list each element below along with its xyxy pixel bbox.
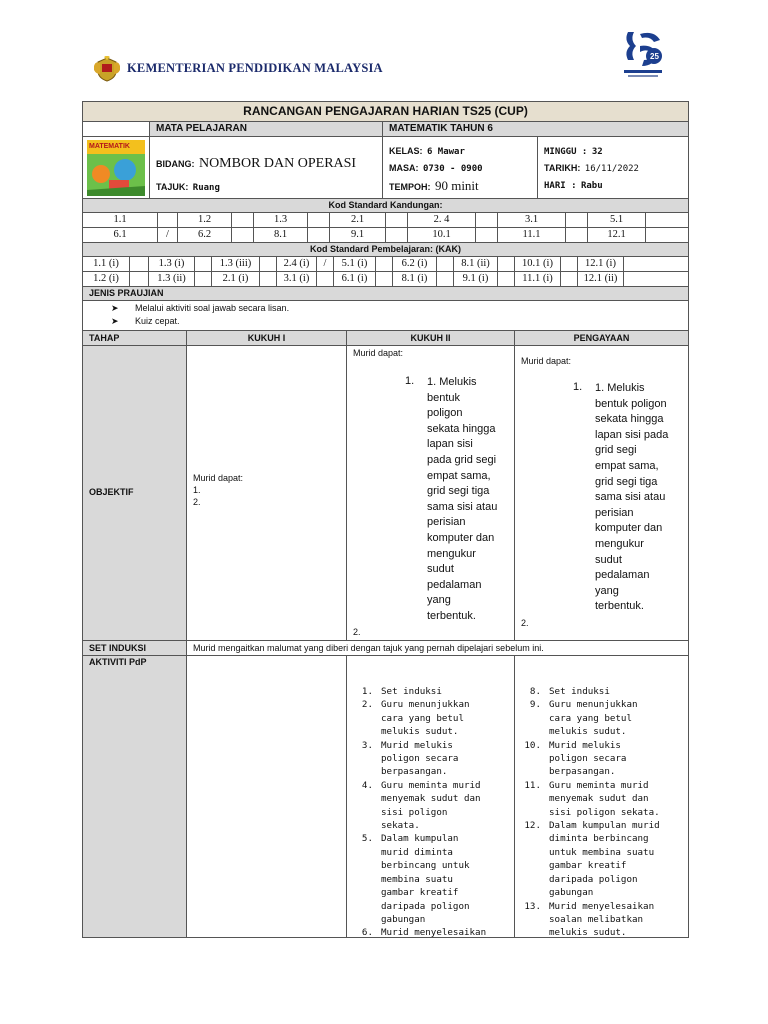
objective-text-line: bentuk bbox=[427, 391, 461, 404]
activity-number: 11. bbox=[524, 779, 541, 791]
learning-standard-cell: 6.1 (i) bbox=[333, 272, 375, 286]
pengayaan-item-number: 1. bbox=[573, 381, 583, 393]
tahap-heading: TAHAP bbox=[89, 333, 120, 343]
activity-text-line: melukis sudut. bbox=[549, 726, 627, 738]
pretest-list bbox=[83, 301, 688, 331]
activity-item bbox=[521, 739, 660, 779]
learning-standard-cell: / bbox=[316, 257, 333, 271]
learning-standard-cell bbox=[129, 272, 148, 286]
learning-standard-cell: 2.1 (i) bbox=[211, 272, 259, 286]
learning-standard-cell: 8.1 (i) bbox=[392, 272, 436, 286]
kukuh2-activity-list bbox=[353, 685, 486, 937]
kelas-label: KELAS: bbox=[389, 146, 423, 156]
lesson-plan-sheet bbox=[82, 101, 689, 938]
activity-text-line: diminta berbincang bbox=[549, 833, 649, 845]
content-standard-cell bbox=[565, 228, 587, 242]
textbook-caption: MATEMATIK bbox=[89, 143, 130, 150]
objective-text-line: poligon bbox=[427, 407, 463, 420]
activity-text-line: sekata. bbox=[381, 820, 420, 832]
pengayaan-item-2: 2. bbox=[521, 618, 529, 628]
kukuh2-heading: KUKUH II bbox=[346, 331, 514, 345]
ministry-name: KEMENTERIAN PENDIDIKAN MALAYSIA bbox=[127, 61, 383, 75]
activity-text-line: Set induksi bbox=[549, 686, 610, 697]
minggu-value: 32 bbox=[591, 147, 603, 157]
content-standard-cell: / bbox=[157, 228, 177, 242]
activity-number: 13. bbox=[524, 900, 541, 912]
kukuh1-item: 1. bbox=[193, 485, 201, 495]
activity-text-line: menyemak sudut dan bbox=[549, 793, 649, 805]
learning-standard-cell bbox=[375, 257, 392, 271]
kukuh2-objective-text bbox=[427, 375, 497, 625]
learning-standard-cell: 1.3 (iii) bbox=[211, 257, 259, 271]
content-standard-cell: 1.2 bbox=[177, 213, 231, 227]
activity-text-line: cara yang betul bbox=[381, 712, 464, 724]
activity-number: 9. bbox=[529, 699, 541, 711]
kelas-value: 6 Mawar bbox=[426, 147, 465, 157]
activity-number: 1. bbox=[361, 686, 373, 697]
objective-text-line: lapan sisi bbox=[427, 438, 473, 451]
induction-label: SET INDUKSI bbox=[83, 641, 186, 655]
induction-text: Murid mengaitkan malumat yang diberi dengan tajuk yang pernah dipelajari sebelum ini. bbox=[186, 641, 688, 655]
hari-label: HARI : bbox=[544, 181, 577, 191]
pretest-item: ➤ Kuiz cepat. bbox=[111, 316, 180, 326]
activity-text-line: gabungan bbox=[381, 913, 426, 925]
activity-item bbox=[353, 739, 486, 779]
tajuk-value: Ruang bbox=[192, 183, 220, 193]
content-standard-cell bbox=[231, 213, 253, 227]
tarikh-value: 16/11/2022 bbox=[584, 164, 639, 174]
learning-standard-cell bbox=[497, 272, 514, 286]
objective-text-line: empat sama, bbox=[595, 459, 659, 472]
learning-standard-row bbox=[83, 257, 688, 272]
activity-text-line: cara yang betul bbox=[549, 712, 632, 724]
learning-standard-cell: 10.1 (i) bbox=[514, 257, 560, 271]
activity-text-line: Guru menunjukkan bbox=[381, 699, 470, 711]
subject-heading: MATA PELAJARAN bbox=[149, 122, 382, 136]
objective-text-line: sekata hingga bbox=[427, 422, 496, 435]
activity-text-line: melukis sudut. bbox=[381, 726, 459, 738]
learning-standard-cell bbox=[436, 257, 453, 271]
learning-standard-cell: 1.2 (i) bbox=[93, 273, 119, 284]
content-standard-cell: 10.1 bbox=[407, 228, 475, 242]
pretest-item: ➤ Melalui aktiviti soal jawab secara lisan. bbox=[111, 303, 290, 313]
objective-text-line: terbentuk. bbox=[595, 600, 644, 613]
activities-label: AKTIVITI PdP bbox=[89, 657, 147, 667]
tajuk-label: TAJUK: bbox=[156, 182, 189, 192]
learning-standard-cell: 9.1 (i) bbox=[453, 272, 497, 286]
kukuh2-item-2: 2. bbox=[353, 627, 361, 637]
lesson-plan-title-row bbox=[83, 102, 688, 122]
masa-label: MASA: bbox=[389, 163, 419, 173]
kukuh2-item-number: 1. bbox=[405, 375, 415, 387]
objective-text-line: pedalaman bbox=[595, 569, 650, 582]
content-standard-cell bbox=[385, 228, 407, 242]
objective-text-line: bentuk poligon bbox=[595, 397, 667, 410]
objective-text-line: 1. Melukis bbox=[595, 382, 645, 394]
levels-heading-row bbox=[83, 331, 688, 346]
activity-text-line: daripada poligon bbox=[381, 900, 470, 912]
pengayaan-activity-list bbox=[521, 685, 660, 937]
pengayaan-heading: PENGAYAAN bbox=[514, 331, 688, 345]
content-standard-cell: 11.1 bbox=[497, 228, 565, 242]
content-standard-row bbox=[83, 213, 688, 228]
induction-row bbox=[83, 641, 688, 656]
content-standard-cell bbox=[565, 213, 587, 227]
pengayaan-intro: Murid dapat: bbox=[521, 356, 572, 366]
objective-text-line: sudut bbox=[595, 553, 622, 566]
activity-text-line: gambar kreatif bbox=[381, 887, 459, 899]
objective-text-line: perisian bbox=[595, 506, 634, 519]
learning-standard-cell bbox=[375, 272, 392, 286]
activity-item bbox=[521, 698, 660, 738]
activity-text-line: murid diminta bbox=[381, 846, 453, 858]
objective-text-line: pada grid segi bbox=[427, 453, 497, 466]
learning-standard-cell bbox=[623, 272, 671, 286]
objective-text-line: lapan sisi pada bbox=[595, 428, 669, 441]
lesson-plan-title: RANCANGAN PENGAJARAN HARIAN TS25 (CUP) bbox=[243, 104, 528, 118]
activity-item bbox=[521, 685, 660, 698]
objective-text-line: sudut bbox=[427, 563, 454, 576]
objective-text-line: terbentuk. bbox=[427, 609, 476, 622]
activity-item bbox=[521, 900, 660, 938]
activity-text-line: Guru meminta murid bbox=[549, 779, 649, 791]
subject-value: MATEMATIK TAHUN 6 bbox=[382, 122, 688, 136]
activity-item bbox=[353, 698, 486, 738]
activity-text-line: Guru meminta murid bbox=[381, 779, 481, 791]
objective-text-line: sama sisi atau bbox=[595, 491, 666, 504]
content-standard-cell: 2. 4 bbox=[407, 213, 475, 227]
activity-item bbox=[353, 926, 486, 937]
learning-standard-cell bbox=[560, 257, 577, 271]
learning-standard-cell: 1.1 (i) bbox=[93, 258, 119, 269]
objective-text-line: pedalaman bbox=[427, 578, 482, 591]
content-standard-cell bbox=[157, 213, 177, 227]
activity-item bbox=[353, 832, 486, 926]
textbook-cover bbox=[83, 137, 149, 198]
objective-text-line: sama sisi atau bbox=[427, 500, 498, 513]
activity-number: 6. bbox=[361, 927, 373, 937]
tempoh-label: TEMPOH: bbox=[389, 182, 431, 192]
learning-standard-cell: 12.1 (i) bbox=[577, 257, 623, 271]
activity-text-line: Guru menunjukkan bbox=[549, 699, 638, 711]
objective-text-line: empat sama, bbox=[427, 469, 491, 482]
learning-standard-cell: 12.1 (ii) bbox=[577, 272, 623, 286]
learning-standard-cell: 6.2 (i) bbox=[392, 257, 436, 271]
activity-number: 8. bbox=[529, 686, 541, 697]
content-standard-cell: 9.1 bbox=[329, 228, 385, 242]
activity-item bbox=[521, 779, 660, 819]
content-standard-cell bbox=[385, 213, 407, 227]
objective-text-line: yang bbox=[427, 594, 451, 607]
tempoh-value: 90 minit bbox=[434, 178, 479, 193]
activity-text-line: daripada poligon bbox=[549, 873, 638, 885]
learning-standard-cell bbox=[129, 257, 148, 271]
activity-text-line: melukis sudut. bbox=[549, 927, 627, 937]
objective-text-line: grid segi tiga bbox=[595, 475, 658, 488]
activity-text-line: Murid menyelesaikan bbox=[549, 900, 655, 912]
learning-standard-cell: 1.3 (i) bbox=[148, 257, 194, 271]
objective-text-line: grid segi tiga bbox=[427, 485, 490, 498]
hari-value: Rabu bbox=[580, 181, 603, 191]
activity-number: 2. bbox=[361, 699, 373, 711]
content-standard-cell bbox=[307, 228, 329, 242]
activity-text-line: Murid melukis bbox=[549, 739, 621, 751]
activity-number: 5. bbox=[361, 833, 373, 845]
kukuh1-item: 2. bbox=[193, 497, 201, 507]
svg-text:25: 25 bbox=[650, 52, 659, 61]
objective-text-line: perisian bbox=[427, 516, 466, 529]
activity-text-line: untuk membina suatu bbox=[549, 846, 655, 858]
kukuh1-heading: KUKUH I bbox=[186, 331, 346, 345]
lesson-info-row bbox=[83, 137, 688, 199]
kukuh1-activities bbox=[186, 656, 346, 937]
activity-text-line: poligon secara bbox=[381, 753, 459, 765]
learning-standard-cell: 3.1 (i) bbox=[276, 272, 316, 286]
objective-text-line: sekata hingga bbox=[595, 413, 664, 426]
pretest-heading: JENIS PRAUJIAN bbox=[89, 288, 164, 298]
objective-text-line: grid segi bbox=[595, 444, 637, 457]
activity-number: 3. bbox=[361, 739, 373, 751]
activity-text-line: berbincang untuk bbox=[381, 860, 470, 872]
activity-number: 10. bbox=[524, 739, 541, 751]
content-standard-cell: 8.1 bbox=[253, 228, 307, 242]
arrow-bullet-icon: ➤ bbox=[111, 316, 119, 326]
learning-standard-cell bbox=[316, 272, 333, 286]
content-standard-row bbox=[83, 228, 688, 243]
content-standard-heading: Kod Standard Kandungan: bbox=[328, 200, 443, 210]
content-standard-heading-row bbox=[83, 199, 688, 213]
learning-standard-cell bbox=[623, 257, 671, 271]
activities-row bbox=[83, 656, 688, 937]
content-standard-cell bbox=[231, 228, 253, 242]
content-standard-cell bbox=[475, 228, 497, 242]
bidang-label: BIDANG: bbox=[156, 159, 195, 169]
activity-text-line: Murid menyelesaikan bbox=[381, 927, 487, 937]
content-standard-cell: 12.1 bbox=[587, 228, 645, 242]
content-standard-cell: 3.1 bbox=[497, 213, 565, 227]
subject-heading-row bbox=[83, 122, 688, 137]
arrow-bullet-icon: ➤ bbox=[111, 303, 119, 313]
learning-standard-cell bbox=[259, 257, 276, 271]
objective-text-line: yang bbox=[595, 584, 619, 597]
learning-standard-cell bbox=[194, 257, 211, 271]
learning-standard-cell bbox=[497, 257, 514, 271]
content-standard-cell: 1.3 bbox=[253, 213, 307, 227]
activity-item bbox=[353, 685, 486, 698]
pretest-heading-row bbox=[83, 287, 688, 301]
content-standard-cell: 1.1 bbox=[113, 214, 127, 225]
activity-text-line: poligon secara bbox=[549, 753, 627, 765]
learning-standard-heading: Kod Standard Pembelajaran: (KAK) bbox=[309, 244, 462, 254]
content-standard-cell: 6.2 bbox=[177, 228, 231, 242]
ts25-logo bbox=[620, 26, 666, 82]
content-standard-cell bbox=[645, 228, 688, 242]
kukuh1-intro: Murid dapat: bbox=[193, 473, 244, 483]
content-standard-cell: 6.1 bbox=[113, 229, 127, 240]
learning-standard-cell: 8.1 (ii) bbox=[453, 257, 497, 271]
learning-standard-cell bbox=[560, 272, 577, 286]
objective-text-line: mengukur bbox=[427, 547, 476, 560]
activity-text-line: membina suatu bbox=[381, 873, 453, 885]
activity-text-line: gambar kreatif bbox=[549, 860, 627, 872]
activity-text-line: menyemak sudut dan bbox=[381, 793, 481, 805]
content-standard-cell: 2.1 bbox=[329, 213, 385, 227]
activity-number: 4. bbox=[361, 779, 373, 791]
learning-standard-cell: 11.1 (i) bbox=[514, 272, 560, 286]
masa-value: 0730 - 0900 bbox=[422, 164, 483, 174]
activity-number: 12. bbox=[524, 820, 541, 832]
bidang-value: NOMBOR DAN OPERASI bbox=[198, 156, 357, 171]
learning-standard-heading-row bbox=[83, 243, 688, 257]
learning-standard-cell bbox=[194, 272, 211, 286]
learning-standard-cell bbox=[259, 272, 276, 286]
objective-row bbox=[83, 346, 688, 641]
learning-standard-row bbox=[83, 272, 688, 287]
activity-text-line: Murid melukis bbox=[381, 739, 453, 751]
activity-item bbox=[353, 779, 486, 833]
activity-text-line: soalan melibatkan bbox=[549, 913, 644, 925]
page-header bbox=[0, 0, 768, 100]
activity-text-line: berpasangan. bbox=[381, 766, 448, 778]
activity-text-line: Set induksi bbox=[381, 686, 442, 697]
activity-text-line: Dalam kumpulan murid bbox=[549, 820, 660, 832]
learning-standard-cell: 5.1 (i) bbox=[333, 257, 375, 271]
activity-text-line: berpasangan. bbox=[549, 766, 616, 778]
content-standard-cell bbox=[307, 213, 329, 227]
tarikh-label: TARIKH: bbox=[544, 163, 581, 173]
learning-standard-cell bbox=[436, 272, 453, 286]
malaysia-coat-of-arms-icon bbox=[92, 56, 122, 82]
activity-text-line: Dalam kumpulan bbox=[381, 833, 459, 845]
objective-label: OBJEKTIF bbox=[89, 487, 134, 497]
learning-standard-cell: 1.3 (ii) bbox=[148, 272, 194, 286]
objective-text-line: komputer dan bbox=[427, 531, 495, 544]
objective-text-line: mengukur bbox=[595, 537, 644, 550]
objective-text-line: 1. Melukis bbox=[427, 376, 477, 388]
content-standard-cell: 5.1 bbox=[587, 213, 645, 227]
activity-text-line: sisi poligon bbox=[381, 806, 448, 818]
minggu-label: MINGGU : bbox=[544, 147, 588, 157]
objective-text-line: komputer dan bbox=[595, 522, 663, 535]
pengayaan-objective-text bbox=[595, 381, 668, 615]
kukuh2-intro: Murid dapat: bbox=[353, 348, 404, 358]
learning-standard-cell: 2.4 (i) bbox=[276, 257, 316, 271]
content-standard-cell bbox=[645, 213, 688, 227]
activity-text-line: gabungan bbox=[549, 887, 594, 899]
activity-item bbox=[521, 819, 660, 899]
activity-text-line: sisi poligon sekata. bbox=[549, 806, 660, 818]
content-standard-cell bbox=[475, 213, 497, 227]
